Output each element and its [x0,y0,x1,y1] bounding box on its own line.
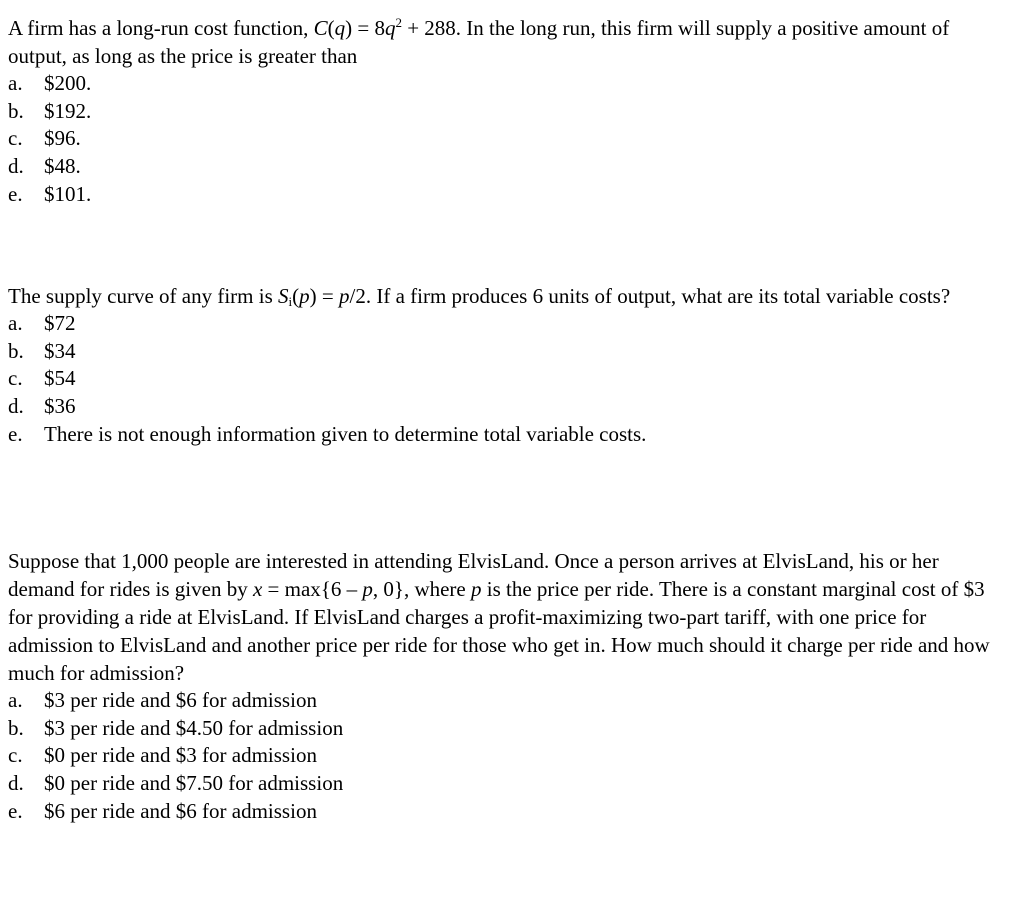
option-text: $72 [44,311,76,335]
option-letter: a. [8,71,23,95]
option-letter: b. [8,98,24,123]
question-1 [8,14,1008,209]
option-item [8,365,1008,393]
option-item [8,770,1008,798]
option-text: $48. [44,154,81,179]
option-letter: a. [8,311,23,335]
option-text: $34 [44,338,76,363]
option-letter: b. [8,715,24,740]
option-item [8,70,1008,98]
option-item [8,125,1008,153]
option-text: $3 per ride and $6 for admission [44,688,317,712]
question-2-options [8,310,1008,449]
option-letter: e. [8,798,23,823]
option-letter: d. [8,154,24,179]
option-letter: c. [8,126,23,151]
option-letter: e. [8,421,23,446]
option-letter: d. [8,771,24,796]
option-item [8,393,1008,421]
option-text: $54 [44,366,76,391]
option-item [8,310,1008,338]
question-3-options [8,687,1008,826]
option-item [8,338,1008,366]
option-letter: c. [8,366,23,391]
option-text: $96. [44,126,81,151]
option-text: $200. [44,71,92,95]
option-item [8,181,1008,209]
option-item [8,421,1008,449]
option-text: $101. [44,181,92,206]
question-3 [8,547,1008,826]
option-item [8,153,1008,181]
option-letter: b. [8,338,24,363]
option-letter: e. [8,181,23,206]
question-2 [8,282,1008,449]
option-text: There is not enough information given to determine total variable costs. [44,421,647,446]
option-text: $0 per ride and $7.50 for admission [44,771,344,796]
option-item [8,798,1008,826]
option-letter: d. [8,394,24,419]
option-item [8,715,1008,743]
option-text: $6 per ride and $6 for admission [44,798,317,823]
question-2-stem: The supply curve of any firm is $S_i(p) = p/2$. If a firm produces 6 units of output, what are its total variable costs? [8,284,951,309]
option-text: $192. [44,98,92,123]
option-text: $0 per ride and $3 for admission [44,743,317,768]
option-text: $3 per ride and $4.50 for admission [44,715,344,740]
option-item [8,687,1008,715]
option-item [8,98,1008,126]
question-1-stem: A firm has a long-run cost function, $C(q) = 8q^2 + 288$. In the long run, this firm will supply a positive amount of output, as long as the price is greater than [8,15,950,68]
option-letter: c. [8,743,23,768]
question-1-options [8,70,1008,209]
question-3-stem: Suppose that 1,000 people are interested in attending ElvisLand. Once a person arrives at ElvisLand, his or her demand for rides is given by x = max{6 – p, 0}, where p is the price per ride. There is a constant marginal cost of $3 for providing a ride at ElvisLand. If ElvisLand charges a profit-maximizing two-part tariff, with one price for admission to ElvisLand and another price per ride for those who get in. How much should it charge per ride and how much for admission? [8,549,990,685]
option-item [8,742,1008,770]
option-text: $36 [44,394,76,419]
option-letter: a. [8,688,23,712]
